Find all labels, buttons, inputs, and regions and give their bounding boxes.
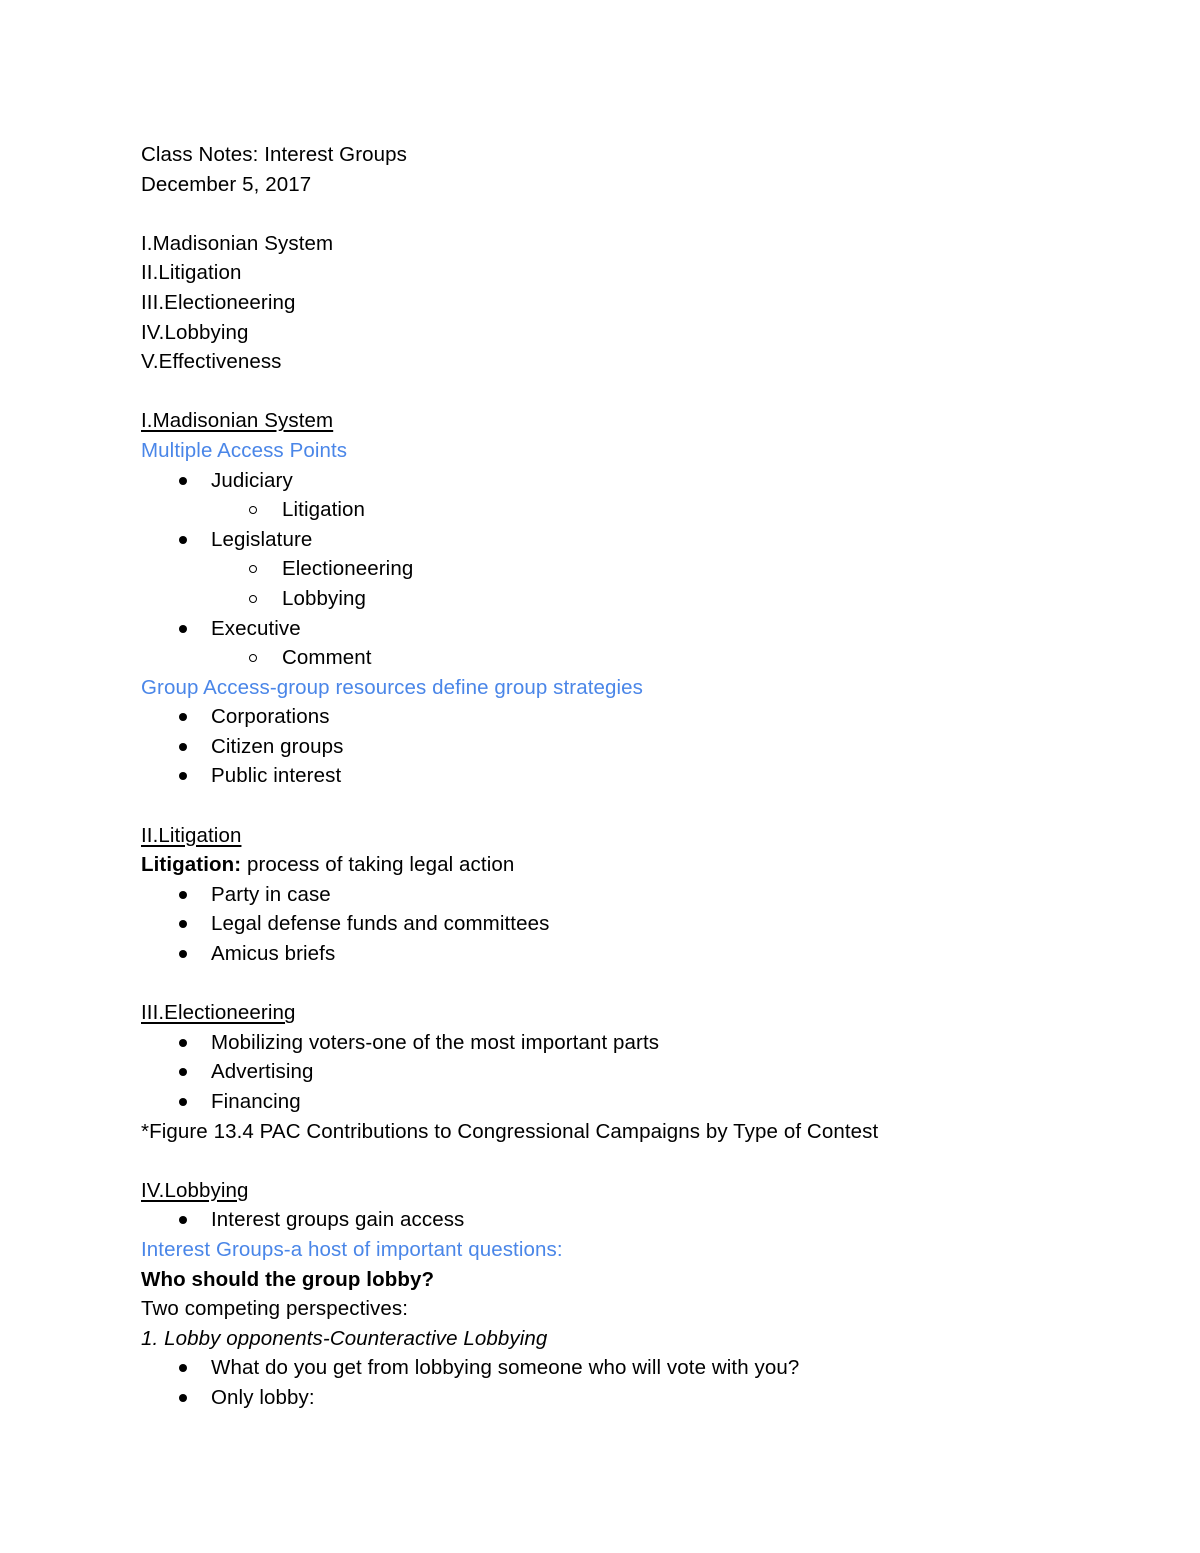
list-item: Legal defense funds and committees (141, 909, 1121, 939)
list-item: Party in case (141, 880, 1121, 910)
section-heading-lobbying: IV.Lobbying (141, 1178, 249, 1202)
bullet-icon (179, 772, 187, 780)
sub-list-item: Comment (141, 643, 1121, 673)
outline-item: IV.Lobbying (141, 320, 249, 344)
list-item: Advertising (141, 1057, 1121, 1087)
list-item: Amicus briefs (141, 939, 1121, 969)
bullet-icon (179, 891, 187, 899)
definition-line (141, 850, 1121, 880)
subheading-questions: Interest Groups-a host of important questions: (141, 1237, 563, 1261)
list-item: Legislature (141, 525, 1121, 555)
section-heading-madisonian: I.Madisonian System (141, 409, 334, 433)
figure-note: *Figure 13.4 PAC Contributions to Congressional Campaigns by Type of Contest (141, 1119, 879, 1143)
bullet-icon (179, 1039, 187, 1047)
hollow-bullet-icon (249, 654, 257, 662)
doc-date: December 5, 2017 (141, 172, 312, 196)
bullet-icon (179, 950, 187, 958)
bullet-icon (179, 1098, 187, 1106)
bullet-icon (179, 477, 187, 485)
bullet-icon (179, 1394, 187, 1402)
bullet-icon (179, 713, 187, 721)
list-item: Financing (141, 1087, 1121, 1117)
sub-list-item: Litigation (141, 495, 1121, 525)
hollow-bullet-icon (249, 595, 257, 603)
definition-term: Litigation: (141, 853, 242, 877)
hollow-bullet-icon (249, 565, 257, 573)
document-page (141, 140, 1121, 1413)
bullet-icon (179, 1216, 187, 1224)
sub-list-item: Electioneering (141, 554, 1121, 584)
section-heading-litigation: II.Litigation (141, 823, 242, 847)
list-item: Interest groups gain access (141, 1205, 1121, 1235)
list-item: Executive (141, 614, 1121, 644)
list-item: Citizen groups (141, 732, 1121, 762)
bullet-icon (179, 625, 187, 633)
spacer (141, 791, 1121, 821)
section-heading-electioneering: III.Electioneering (141, 1001, 296, 1025)
perspective-one: 1. Lobby opponents-Counteractive Lobbying (141, 1326, 548, 1350)
list-item: Judiciary (141, 466, 1121, 496)
bullet-icon (179, 536, 187, 544)
outline-item: I.Madisonian System (141, 231, 334, 255)
outline-item: V.Effectiveness (141, 350, 282, 374)
hollow-bullet-icon (249, 506, 257, 514)
outline-item: III.Electioneering (141, 290, 296, 314)
definition-text: process of taking legal action (241, 853, 515, 877)
spacer (141, 1146, 1121, 1176)
doc-title: Class Notes: Interest Groups (141, 143, 407, 166)
spacer (141, 199, 1121, 229)
list-item: Mobilizing voters-one of the most important parts (141, 1028, 1121, 1058)
list-item: Corporations (141, 702, 1121, 732)
list-item: What do you get from lobbying someone who will vote with you? (141, 1353, 1121, 1383)
question-heading: Who should the group lobby? (141, 1267, 435, 1291)
sub-list-item: Lobbying (141, 584, 1121, 614)
perspectives-line: Two competing perspectives: (141, 1297, 409, 1321)
bullet-icon (179, 1068, 187, 1076)
spacer (141, 377, 1121, 407)
spacer (141, 969, 1121, 999)
list-item: Only lobby: (141, 1383, 1121, 1413)
bullet-icon (179, 1364, 187, 1372)
subheading-group-access: Group Access-group resources define group strategies (141, 675, 644, 699)
bullet-icon (179, 920, 187, 928)
list-item: Public interest (141, 761, 1121, 791)
subheading-access-points: Multiple Access Points (141, 438, 348, 462)
bullet-icon (179, 743, 187, 751)
outline-item: II.Litigation (141, 261, 242, 285)
